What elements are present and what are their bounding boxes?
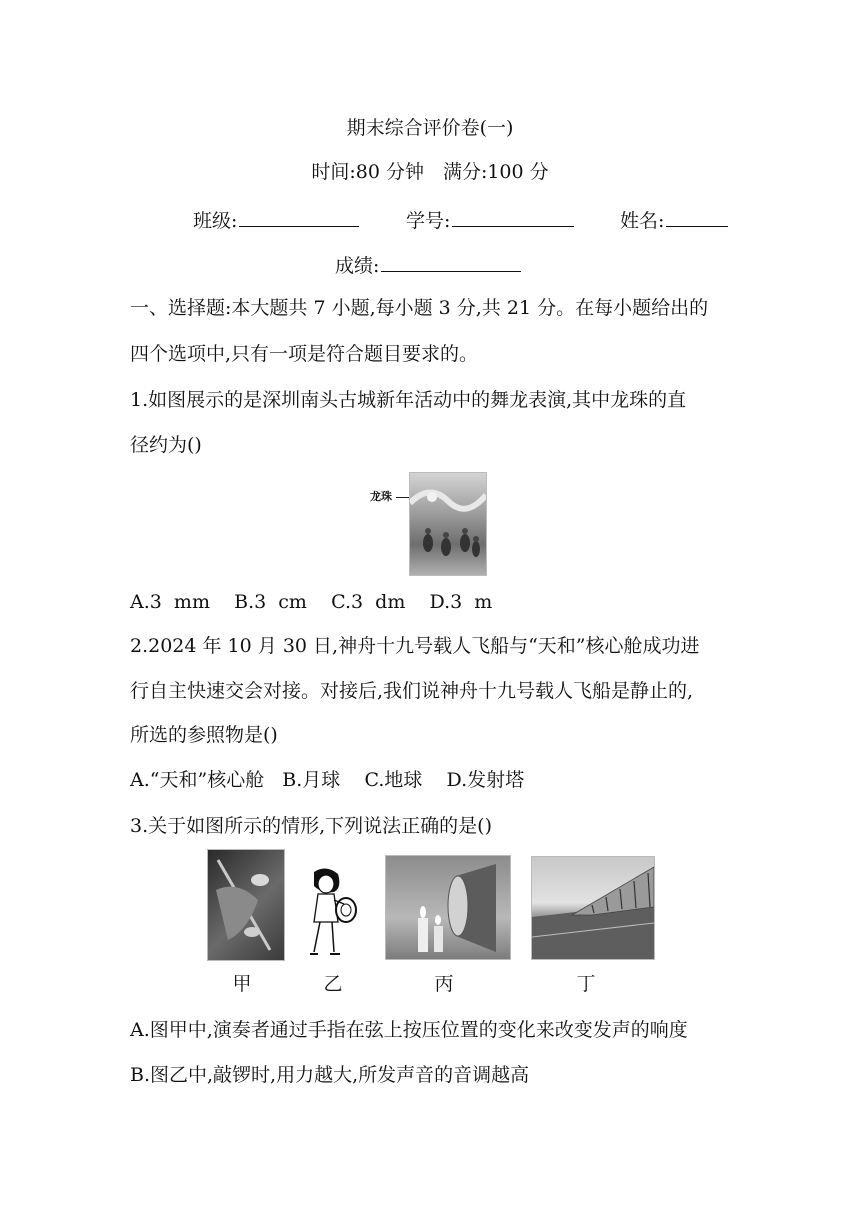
score-field: [335, 251, 521, 278]
gong-girl-illustration: [300, 866, 364, 958]
dragon-dance-photo: [409, 472, 487, 576]
page-title: 期末综合评价卷(一): [346, 117, 514, 139]
q2-stem-line2: 行自主快速交会对接。对接后,我们说神舟十九号载人飞船是静止的,: [130, 680, 694, 702]
violin-photo: [207, 849, 285, 961]
q3-option-a: A.图甲中,演奏者通过手指在弦上按压位置的变化来改变发声的响度: [130, 1019, 688, 1041]
q2-stem-line1: 2.2024 年 10 月 30 日,神舟十九号载人飞船与“天和”核心舱成功进: [130, 635, 700, 657]
score-label: 成绩:: [335, 255, 380, 277]
figure-label-ding: 丁: [576, 973, 596, 995]
q1-options: A.3 mm B.3 cm C.3 dm D.3 m: [130, 591, 493, 613]
q1-stem-line1: 1.如图展示的是深圳南头古城新年活动中的舞龙表演,其中龙珠的直: [130, 389, 687, 411]
figure-label-yi: 乙: [323, 973, 343, 995]
student-no-label: 学号:: [406, 210, 451, 232]
student-no-blank[interactable]: [452, 206, 574, 227]
figure-label-bing: 丙: [434, 973, 454, 995]
figure-label-jia: 甲: [232, 973, 252, 995]
student-no-field: [406, 206, 574, 233]
class-field: [193, 206, 359, 233]
section-heading-line2: 四个选项中,只有一项是符合题目要求的。: [130, 343, 479, 365]
score-blank[interactable]: [381, 251, 521, 272]
class-blank[interactable]: [239, 206, 359, 227]
q3-option-b: B.图乙中,敲锣时,用力越大,所发声音的音调越高: [130, 1064, 530, 1086]
class-label: 班级:: [193, 210, 238, 232]
q1-stem-line2: 径约为(): [130, 434, 202, 456]
q3-stem: 3.关于如图所示的情形,下列说法正确的是(): [130, 815, 492, 837]
q1-figure-label: 龙珠: [370, 490, 392, 503]
speaker-candle-photo: [385, 855, 511, 960]
q1-figure: [370, 472, 488, 576]
name-field: [620, 206, 728, 233]
q2-stem-line3: 所选的参照物是(): [130, 724, 278, 746]
exam-time-info: 时间:80 分钟 满分:100 分: [311, 161, 549, 183]
q2-options: A.“天和”核心舱 B.月球 C.地球 D.发射塔: [130, 769, 525, 791]
name-label: 姓名:: [620, 210, 665, 232]
name-blank[interactable]: [666, 206, 728, 227]
section-heading-line1: 一、选择题:本大题共 7 小题,每小题 3 分,共 21 分。在每小题给出的: [130, 297, 709, 319]
sound-barrier-photo: [531, 856, 655, 960]
